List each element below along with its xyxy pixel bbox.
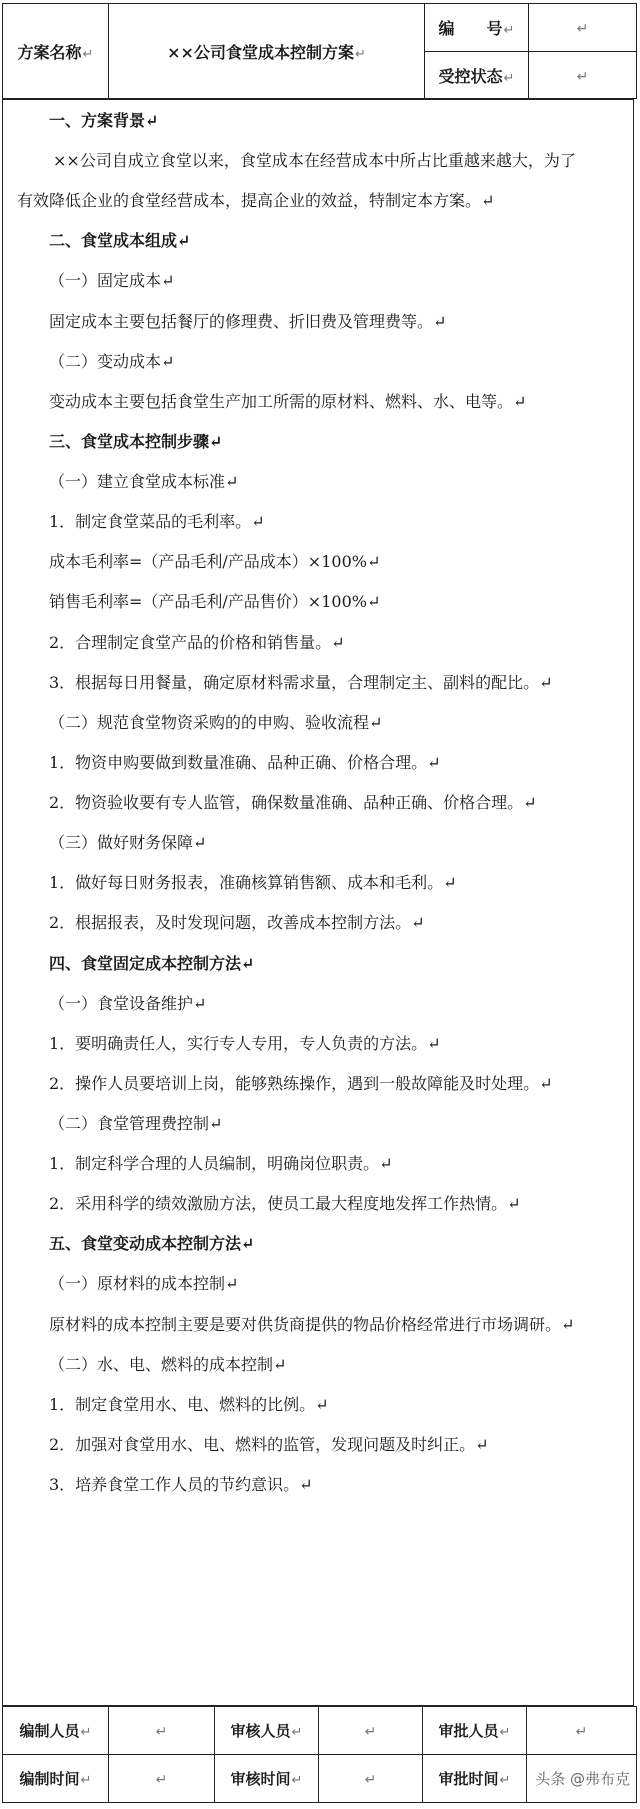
paragraph-mark-icon: ↵ — [575, 1723, 588, 1740]
section-heading: 五、食堂变动成本控制方法↵ — [49, 1234, 255, 1254]
body-line: 有效降低企业的食堂经营成本，提高企业的效益，特制定本方案。↵ — [17, 191, 495, 211]
paragraph-mark-icon: ↵ — [155, 1771, 168, 1788]
body-line: 1．制定食堂菜品的毛利率。↵ — [49, 512, 265, 532]
prepared-time-label: 编制时间 — [19, 1770, 80, 1788]
header-table — [2, 3, 637, 99]
body-line: 销售毛利率=（产品毛利/产品售价）×100%↵ — [49, 592, 381, 612]
body-line: 原材料的成本控制主要是要对供货商提供的物品价格经常进行市场调研。↵ — [49, 1314, 575, 1334]
paragraph-mark-icon: ↵ — [80, 1725, 92, 1740]
body-line: 1．物资申购要做到数量准确、品种正确、价格合理。↵ — [49, 752, 441, 772]
body-line: （二）规范食堂物资采购的的申购、验收流程↵ — [49, 712, 383, 732]
body-line: 1．做好每日财务报表，准确核算销售额、成本和毛利。↵ — [49, 873, 457, 893]
paragraph-mark-icon: ↵ — [499, 1773, 511, 1788]
control-status-label: 受控状态 — [438, 66, 503, 86]
prepared-by-label: 编制人员 — [19, 1722, 80, 1740]
plan-title: ××公司食堂成本控制方案 — [167, 42, 354, 62]
body-line: （二）变动成本↵ — [49, 351, 175, 371]
body-line: 1．制定食堂用水、电、燃料的比例。↵ — [49, 1394, 329, 1414]
watermark — [535, 1768, 630, 1789]
paragraph-mark-icon: ↵ — [364, 1771, 377, 1788]
paragraph-mark-icon: ↵ — [354, 46, 366, 62]
body-line: （一）建立食堂成本标准↵ — [49, 472, 239, 492]
section-heading: 三、食堂成本控制步骤↵ — [49, 431, 223, 451]
plan-name-label-cell — [3, 4, 109, 99]
paragraph-mark-icon: ↵ — [576, 21, 589, 37]
body-line: ××公司自成立食堂以来，食堂成本在经营成本中所占比重越来越大，为了 — [53, 151, 576, 171]
body-line: 2．加强对食堂用水、电、燃料的监管，发现问题及时纠正。↵ — [49, 1434, 489, 1454]
reviewed-by-label: 审核人员 — [230, 1722, 291, 1740]
paragraph-mark-icon: ↵ — [291, 1725, 303, 1740]
body-line: 3．培养食堂工作人员的节约意识。↵ — [49, 1475, 313, 1495]
body-line: 变动成本主要包括食堂生产加工所需的原材料、燃料、水、电等。↵ — [49, 391, 527, 411]
body-line: 2．操作人员要培训上岗，能够熟练操作，遇到一般故障能及时处理。↵ — [49, 1073, 553, 1093]
watermark-text: 头条 @弗布克 — [535, 1770, 630, 1788]
reviewed-by-value — [319, 1707, 423, 1755]
body-line: 1．要明确责任人，实行专人专用，专人负责的方法。↵ — [49, 1033, 441, 1053]
body-line: 2．物资验收要有专人监管，确保数量准确、品种正确、价格合理。↵ — [49, 793, 537, 813]
section-heading: 四、食堂固定成本控制方法↵ — [49, 953, 255, 973]
approved-by-value — [527, 1707, 637, 1755]
control-status-label-cell — [425, 52, 529, 99]
control-status-value-cell — [529, 52, 637, 99]
reviewed-time-label: 审核时间 — [230, 1770, 291, 1788]
body-line: （二）食堂管理费控制↵ — [49, 1114, 223, 1133]
number-label-cell — [425, 4, 529, 52]
section-heading: 一、方案背景↵ — [49, 111, 159, 130]
paragraph-mark-icon: ↵ — [155, 1723, 168, 1740]
number-label: 编 号 — [438, 19, 503, 38]
approved-time-label: 审批时间 — [438, 1770, 499, 1788]
paragraph-mark-icon: ↵ — [503, 70, 515, 86]
body-line: 成本毛利率=（产品毛利/产品成本）×100%↵ — [49, 552, 381, 572]
body-line: 2．采用科学的绩效激励方法，使员工最大程度地发挥工作热情。↵ — [49, 1194, 521, 1214]
body-line: （二）水、电、燃料的成本控制↵ — [49, 1354, 287, 1374]
body-line: （一）食堂设备维护↵ — [49, 993, 207, 1013]
reviewed-time-value — [319, 1755, 423, 1803]
prepared-time-value — [109, 1755, 215, 1803]
paragraph-mark-icon: ↵ — [364, 1723, 377, 1740]
approved-time-label-cell — [423, 1755, 527, 1803]
prepared-by-value — [109, 1707, 215, 1755]
body-line: 1．制定科学合理的人员编制，明确岗位职责。↵ — [49, 1154, 393, 1174]
plan-title-cell — [109, 4, 425, 99]
prepared-by-label-cell — [3, 1707, 109, 1755]
paragraph-mark-icon: ↵ — [503, 23, 515, 38]
section-heading: 二、食堂成本组成↵ — [49, 231, 191, 251]
reviewed-by-label-cell — [215, 1707, 319, 1755]
paragraph-mark-icon: ↵ — [499, 1725, 511, 1740]
body-line: （一）原材料的成本控制↵ — [49, 1274, 239, 1294]
plan-body — [2, 99, 634, 1706]
body-line: （三）做好财务保障↵ — [49, 833, 207, 853]
approved-by-label-cell — [423, 1707, 527, 1755]
paragraph-mark-icon: ↵ — [80, 1773, 92, 1788]
paragraph-mark-icon: ↵ — [576, 68, 589, 85]
body-line: 2．根据报表，及时发现问题，改善成本控制方法。↵ — [49, 913, 425, 933]
body-line: 3．根据每日用餐量，确定原材料需求量，合理制定主、副料的配比。↵ — [49, 672, 553, 692]
reviewed-time-label-cell — [215, 1755, 319, 1803]
prepared-time-label-cell — [3, 1755, 109, 1803]
approved-by-label: 审批人员 — [438, 1722, 499, 1740]
paragraph-mark-icon: ↵ — [291, 1773, 303, 1788]
number-value-cell — [529, 4, 637, 52]
body-line: 2．合理制定食堂产品的价格和销售量。↵ — [49, 632, 345, 652]
body-line: （一）固定成本↵ — [49, 271, 175, 291]
paragraph-mark-icon: ↵ — [82, 46, 94, 62]
body-line: 固定成本主要包括餐厅的修理费、折旧费及管理费等。↵ — [49, 311, 447, 331]
plan-name-label: 方案名称 — [17, 42, 82, 62]
